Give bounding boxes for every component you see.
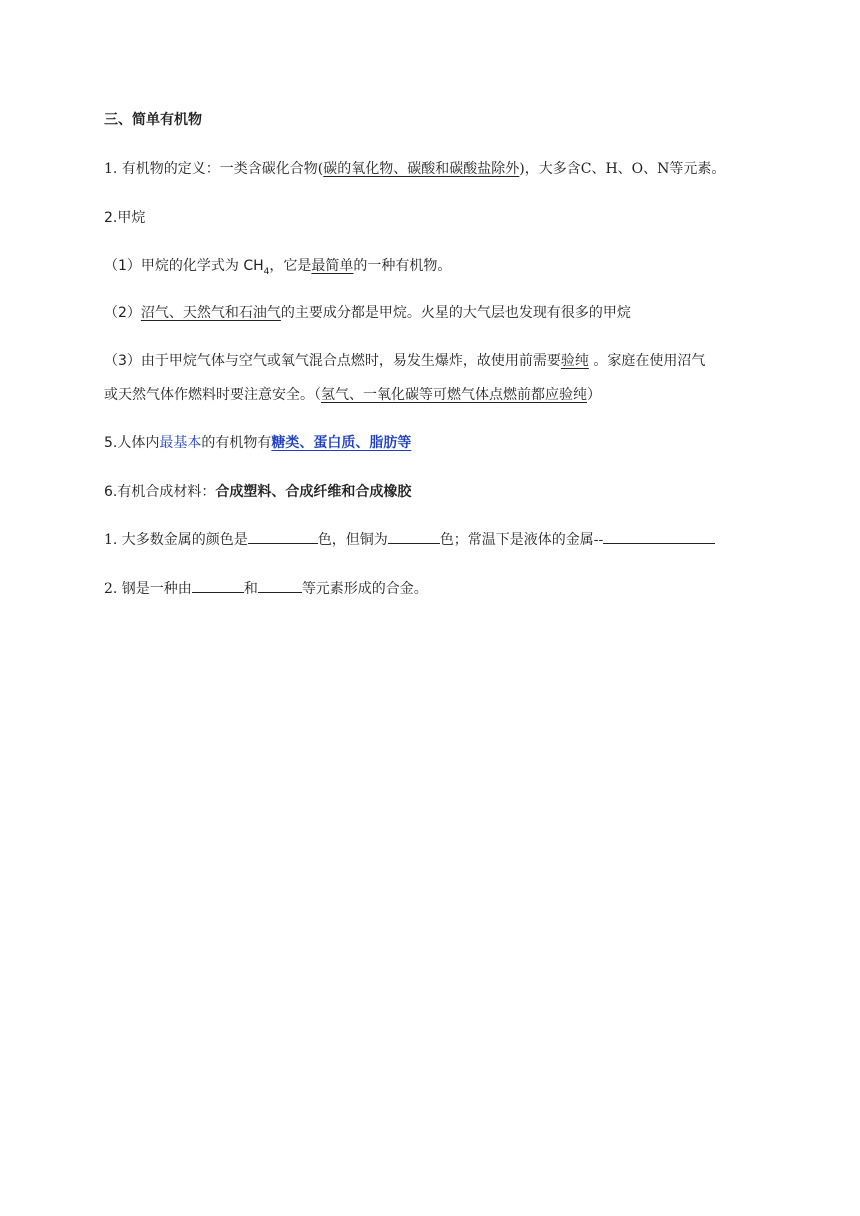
question-1-part-b: 色，但铜为	[317, 532, 388, 548]
point-2-lead: （2）	[104, 305, 141, 321]
paragraph-synthetic-materials	[104, 482, 411, 502]
methane-point-3-line-1	[104, 351, 705, 371]
methane-point-2	[104, 303, 631, 323]
synthetic-materials-lead: 6.有机合成材料：	[104, 484, 216, 500]
point-2-tail: 的主要成分都是甲烷。火星的大气层也发现有很多的甲烷	[280, 305, 631, 321]
definition-tail: )，大多含C、H、O、N等元素。	[519, 161, 726, 177]
point-1-tail: 的一种有机物。	[353, 258, 452, 274]
paragraph-definition	[104, 159, 725, 179]
question-1-part-c: 色；常温下是液体的金属--	[439, 532, 604, 548]
question-2-blank-1[interactable]	[192, 578, 244, 593]
point-2-keyword: 沼气、天然气和石油气	[140, 305, 281, 321]
question-2-part-c: 等元素形成的合金。	[301, 581, 428, 597]
point-3-lead: （3）由于甲烷气体与空气或氧气混合点燃时，易发生爆炸，故使用前需要	[104, 353, 561, 369]
question-2-part-b: 和	[243, 581, 258, 597]
point-1-lead: （1）甲烷的化学式为 CH	[104, 258, 264, 274]
definition-lead: 1. 有机物的定义：一类含碳化合物(	[104, 161, 324, 177]
basic-organics-highlight: 最基本	[159, 435, 202, 451]
question-2-blank-2[interactable]	[258, 578, 302, 593]
methane-heading: 2.甲烷	[104, 210, 146, 226]
question-2	[104, 578, 428, 599]
point-3-keyword: 验纯	[560, 353, 589, 369]
question-1-blank-3[interactable]	[603, 529, 715, 544]
point-1-keyword: 最简单	[311, 258, 354, 274]
basic-organics-list: 糖类、蛋白质、脂肪等	[271, 435, 412, 451]
point-3-note: 氢气、一氧化碳等可燃气体点燃前都应验纯	[321, 387, 587, 403]
question-1-part-a: 1. 大多数金属的颜色是	[104, 532, 248, 548]
section-title: 三、简单有机物	[104, 112, 202, 128]
question-2-part-a: 2. 钢是一种由	[104, 581, 192, 597]
synthetic-materials-list: 合成塑料、合成纤维和合成橡胶	[215, 484, 412, 500]
point-3-line-2-tail: ）	[587, 387, 601, 403]
methane-point-1	[104, 256, 451, 282]
question-1	[104, 529, 715, 550]
definition-exception: 碳的氧化物、碳酸和碳酸盐除外	[323, 161, 520, 177]
paragraph-basic-organics	[104, 433, 411, 453]
point-1-mid: ，它是	[269, 258, 312, 274]
basic-organics-lead: 5.人体内	[104, 435, 160, 451]
question-1-blank-1[interactable]	[248, 529, 318, 544]
methane-point-3-line-2	[104, 385, 601, 405]
basic-organics-mid: 的有机物有	[201, 435, 272, 451]
formula-subscript: 4	[263, 266, 270, 277]
point-3-line-2-lead: 或天然气体作燃料时要注意安全。（	[104, 387, 321, 403]
point-3-tail: 。家庭在使用沼气	[588, 353, 706, 369]
question-1-blank-2[interactable]	[388, 529, 440, 544]
